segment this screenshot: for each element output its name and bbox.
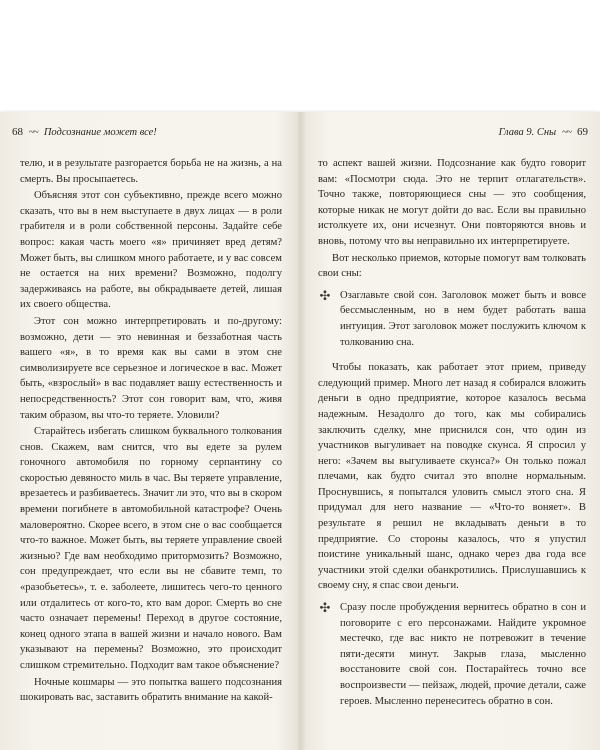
right-page [302,112,600,750]
book-spread [0,112,600,750]
right-paragraph: Чтобы показать, как работает этот прием, приведу следующий пример. Много лет назад я собирался вложить деньги в одно предприятие, которое казалось весьма надежным. Незадолго до того, как мы собирались заключить сделку, мне приснился сон, что один из участников выгуливает на поводке скунса. Я спросил у него: «Зачем вы выгуливаете скунса?» Он только пожал плечами, как будто считал это вполне нормальным. Проснувшись, я попытался уловить смысл этого сна. Я придумал для него название — «Что-то воняет». В результате я решил не вкладывать деньги в то предприятие. Со стороны казалось, что я упустил поистине уникальный шанс, однако через два года все участники этой сделки обанкротились. Прислушавшись к своему сну, я спас свои деньги. [318,362,586,592]
left-paragraph: Ночные кошмары — это попытка вашего подсознания шокировать вас, заставить обратить внимание на какой- [20,676,282,704]
right-ornament: ~~ [562,127,571,138]
right-page-number: 69 [577,126,588,138]
ornament-cross-icon: ✣ [319,600,331,616]
right-paragraph: Вот несколько приемов, которые помогут вам толковать свои сны: [318,252,586,280]
right-paragraph: то аспект вашей жизни. Подсознание как будто говорит вам: «Посмотри сюда. Это не терпит отлагательств». Точно также, повторяющиеся сны — это сообщения, которые никак не могут дойти до вас. Если вы правильно истолкуете их, они исчезнут. Они повторяются вновь и вновь, потому что вы неправильно их интерпретируете. [318,158,586,247]
left-page-number: 68 [12,126,23,138]
left-paragraph: Этот сон можно интерпретировать и по-другому: возможно, дети — это невинная и беззаботная часть вашего «я», в то время как вы сами в этом сне символизируете все серьезное и логическое в вас. Может быть, «взрослый» в вас подавляет вашу естественность и непосредственность? Этот сон говорит вам, что, живя таким образом, вы что-то теряете. Уловили? [20,315,282,421]
left-page [0,112,298,750]
ornament-cross-icon: ✣ [319,287,331,303]
tip-text: Озаглавьте свой сон. Заголовок может быть и вовсе бессмысленным, но в нем будет работать ваша интуиция. Этот заголовок может послужить ключом к толкованию сна. [340,289,586,348]
left-ornament: ~~ [29,127,38,138]
left-paragraph: Старайтесь избегать слишком буквального толкования снов. Скажем, вам снится, что вы едете за рулем гоночного автомобиля по горному серпантину со скоростью девяносто миль в час. Вы теряете управление, врезаетесь и разбиваетесь. Значит ли это, что вы в скором времени погибнете в автомобильной катастрофе? Очень маловероятно. Скорее всего, в этом сне о вас сообщается что-то важное. Может быть, вы теряете управление своей жизнью? Где вам необходимо притормозить? Возможно, сон предупреждает, что если вы не сбавите темп, то «разобьетесь», т. е. заболеете, лишитесь чего-то ценного или отдалитесь от кого-то, кто вам дорог. Смерть во сне часто означает перемены! Переход в другое состояние, конец одного этапа в вашей жизни и начало нового. Вам указывают на перемены? Возможно, это происходит слишком стремительно. Подходит вам такое объяснение? [20,426,282,671]
left-running-head [12,126,157,144]
left-page-body [20,156,282,707]
right-running-head [499,126,588,144]
right-page-body [318,156,586,719]
tip-block [318,288,586,350]
left-paragraph: телю, и в результате разгорается борьба не на жизнь, а на смерть. Вы просыпаетесь. [20,158,282,185]
right-running-title: Глава 9. Сны [498,127,557,138]
left-paragraph: Объясняя этот сон субъективно, прежде всего можно сказать, что вы в нем выступаете в двух лицах — в роли грабителя и в роли собственной персоны. Задайте себе вопрос: какая часть моего «я» причиняет вред детям? Может быть, вы слишком много работаете, и у вас совсем не остается на них времени? Возможно, подолгу задерживаясь на работе, вы обкрадываете детей, лишая их своего общества. [20,190,282,311]
tip-text: Сразу после пробуждения вернитесь обратно в сон и поговорите с его персонажами. Найдите укромное местечко, где вас никто не потревожит в течение пяти-десяти минут. Закрыв глаза, мысленно восстановите свой сон. Постарайтесь точно все воспроизвести — пейзаж, людей, прочие детали, саже героев. Мысленно перенеситесь обратно в сон. [340,602,586,707]
left-running-title: Подсознание может все! [43,127,157,138]
tip-block [318,600,586,709]
